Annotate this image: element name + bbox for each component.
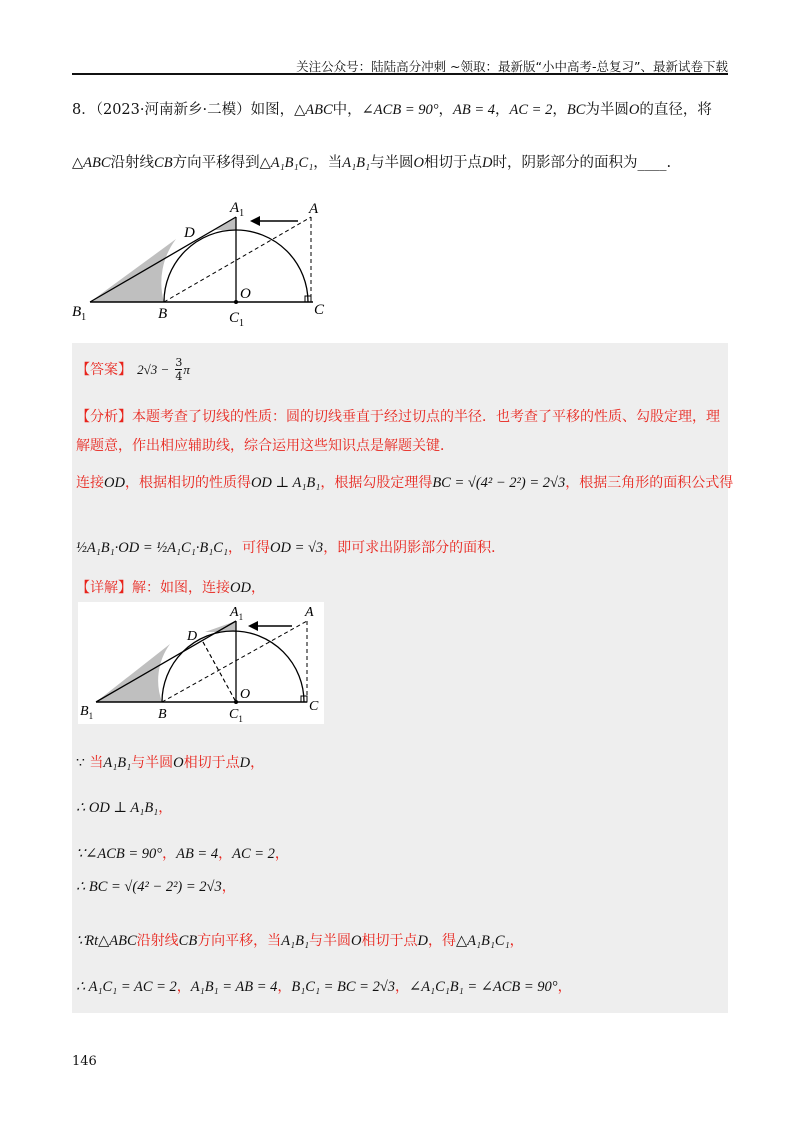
label-a: A: [309, 201, 319, 217]
analysis-line-3: 连接OD，根据相切的性质得OD ⊥ A₁B₁，根据勾股定理得BC = √(4² − 2²) = 2√3，根据三角形的面积公式得: [76, 475, 734, 491]
detail-tag: 【详解】: [76, 580, 132, 596]
label-c: C: [309, 699, 319, 714]
arrow-head: [250, 216, 260, 226]
point-o: [234, 700, 238, 704]
shaded-region: [90, 239, 176, 302]
detail-line: 【详解】解：如图，连接OD，: [76, 580, 265, 596]
label-a1: $A_1$: [230, 605, 244, 622]
label-c1: $C_1$: [229, 707, 243, 724]
step-5: ∵Rt△ABC沿射线CB方向平移，当A₁B₁与半圆O相切于点D，得△A₁B₁C₁，: [76, 933, 524, 949]
analysis-line-1: 【分析】本题考查了切线的性质：圆的切线垂直于经过切点的半径．也考查了平移的性质、勾股定理，理: [76, 409, 720, 425]
step-3: ∵∠ACB = 90°，AB = 4，AC = 2，: [76, 846, 289, 862]
label-c: C: [314, 302, 325, 318]
segment-b1-a1: [90, 217, 236, 302]
step-1: ∵ 当A₁B₁与半圆O相切于点D，: [76, 755, 265, 771]
label-d: D: [187, 629, 198, 644]
label-a1: $A_1$: [230, 200, 245, 219]
answer-blank: ____: [637, 155, 667, 171]
label-b1: $B_1$: [80, 704, 94, 721]
figure-2: [78, 602, 324, 724]
label-b: B: [158, 707, 167, 722]
answer-line: 【答案】 2√3 − $\frac{3}{4}$ π: [76, 356, 190, 383]
analysis-tag: 【分析】: [76, 409, 132, 425]
label-c1: $C_1$: [229, 310, 245, 329]
question-line-1: 8．（2023·河南新乡·二模）如图，△ABC中，∠ACB = 90°，AB = 4，AC = 2，BC为半圆O的直径，将: [72, 102, 712, 118]
answer-fraction: $\frac{3}{4}$: [175, 356, 183, 383]
label-d: D: [184, 225, 195, 241]
answer-tag: 【答案】: [76, 362, 132, 378]
label-b1: $B_1$: [72, 304, 87, 323]
analysis-line-4: ½A₁B₁·OD = ½A₁C₁·B₁C₁，可得OD = √3，即可求出阴影部分的面积．: [76, 540, 506, 556]
analysis-line-2: 解题意，作出相应辅助线，综合运用这些知识点是解题关键．: [76, 438, 454, 454]
page-number: 146: [72, 1054, 97, 1069]
step-2: ∴ OD ⊥ A₁B₁，: [76, 800, 173, 816]
label-o: O: [240, 687, 251, 702]
step-4: ∴ BC = √(4² − 2²) = 2√3，: [76, 879, 236, 895]
point-o: [234, 300, 238, 304]
label-b: B: [158, 306, 168, 322]
label-o: O: [240, 286, 251, 302]
figure-1: [60, 190, 350, 330]
question-line-2: △ABC沿射线CB方向平移得到△A₁B₁C₁，当A₁B₁与半圆O相切于点D时，阴影部分的面积为____.: [72, 155, 672, 171]
step-6: ∴ A₁C₁ = AC = 2，A₁B₁ = AB = 4，B₁C₁ = BC = 2√3，∠A₁C₁B₁ = ∠ACB = 90°，: [76, 979, 572, 995]
question-number: 8．: [72, 102, 96, 118]
page-header: 关注公众号：陆陆高分冲刺 ~领取：最新版“小中高考-总复习”、最新试卷下载: [296, 59, 728, 74]
header-rule: [72, 73, 728, 75]
label-a: A: [305, 605, 314, 620]
figure-2-background: [78, 602, 324, 724]
